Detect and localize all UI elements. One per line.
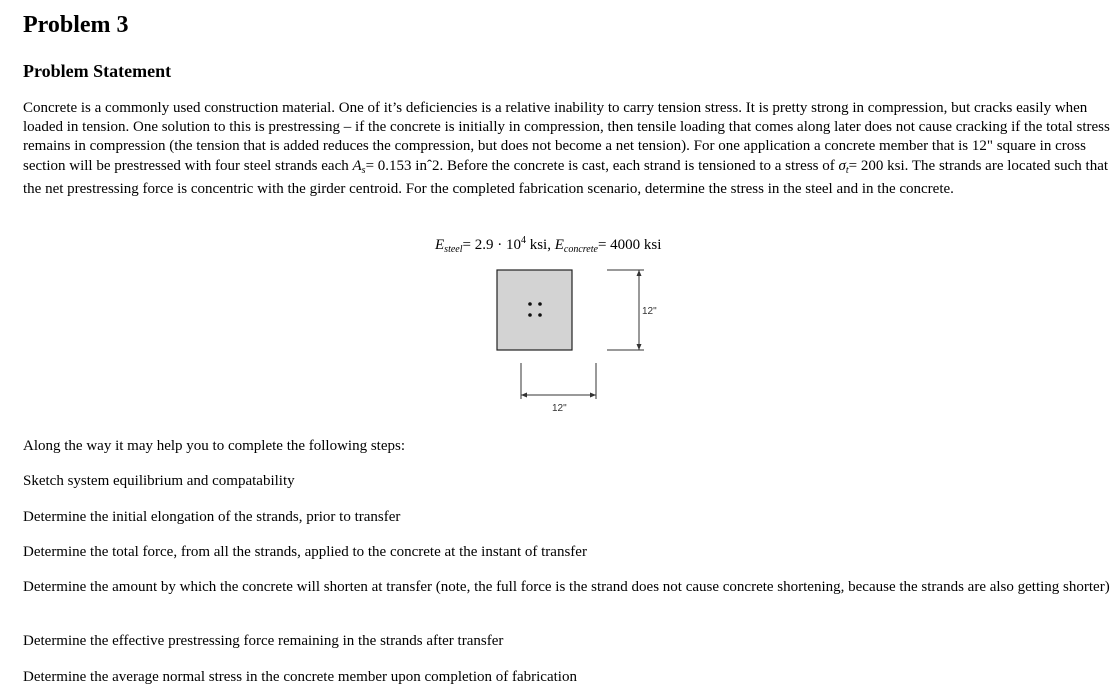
step-item: Determine the initial elongation of the strands, prior to transfer	[23, 509, 401, 525]
width-arrow-left-icon	[521, 393, 527, 398]
cross-section-svg	[494, 262, 664, 422]
e-concrete-value: = 4000 ksi	[597, 237, 662, 253]
concrete-section	[497, 270, 572, 350]
stress-subscript: t	[845, 164, 849, 176]
width-arrow-right-icon	[590, 393, 596, 398]
problem-statement	[23, 99, 1113, 199]
stress-value: = 200 ksi	[848, 157, 905, 174]
stress-symbol: σ	[838, 157, 846, 174]
section-heading: Problem Statement	[23, 61, 172, 81]
page-title: Problem 3	[23, 12, 129, 38]
steps-intro: Along the way it may help you to complete the following steps:	[23, 438, 406, 454]
statement-text-2: . Before the concrete is cast, each strand is tensioned to a stress of	[439, 157, 839, 174]
area-symbol: A	[352, 157, 362, 174]
statement-text-1: Concrete is a commonly used construction material. One of it’s deficiencies is a relative inability to carry tension stress. It is pretty strong in compression, but cracks easily when loaded in tension. One solution to this is prestressing – if the concrete is initially in compression, then tensile loading that comes along later does not cause cracking if the total stress remains in compression (the tension that is added reduces the compression, but does not become a net tension). For one application a concrete member that is 12" square in cross section will be prestressed with four steel strands each	[23, 100, 1110, 174]
step-item: Determine the total force, from all the strands, applied to the concrete at the instant of transfer	[23, 544, 587, 560]
e-steel-exponent: 4	[520, 235, 526, 246]
cross-section-figure	[494, 262, 664, 422]
e-concrete-subscript: concrete	[563, 244, 598, 255]
statement-text-3: . The strands are located such that the net prestressing force is concentric with the girder centroid. For the completed fabrication scenario, determine the stress in the steel and in the concrete.	[23, 157, 1109, 197]
moduli-equation	[435, 231, 661, 260]
area-value: = 0.153 inˆ2	[365, 157, 440, 174]
e-steel-unit: ksi,	[525, 237, 555, 253]
height-arrow-top-icon	[637, 270, 642, 276]
height-dimension	[607, 270, 657, 350]
width-dimension	[521, 363, 596, 414]
height-arrow-bottom-icon	[637, 344, 642, 350]
strand-top-left	[528, 302, 532, 306]
strand-top-right	[538, 302, 542, 306]
step-item: Determine the effective prestressing force remaining in the strands after transfer	[23, 633, 504, 649]
e-concrete-symbol: E	[554, 237, 564, 253]
e-steel-symbol: E	[435, 237, 445, 253]
strand-bottom-right	[538, 313, 542, 317]
area-subscript: s	[361, 164, 366, 176]
e-steel-value: = 2.9 · 10	[462, 237, 521, 253]
step-item: Determine the amount by which the concrete will shorten at transfer (note, the full force is the strand does not cause concrete shortening, because the strands are also getting shorter)	[23, 579, 1110, 595]
e-steel-subscript: steel	[444, 244, 463, 255]
step-item: Sketch system equilibrium and compatability	[23, 473, 295, 489]
height-label: 12"	[642, 306, 657, 317]
strand-bottom-left	[528, 313, 532, 317]
width-label: 12"	[552, 403, 567, 414]
step-item: Determine the average normal stress in the concrete member upon completion of fabrication	[23, 669, 577, 685]
